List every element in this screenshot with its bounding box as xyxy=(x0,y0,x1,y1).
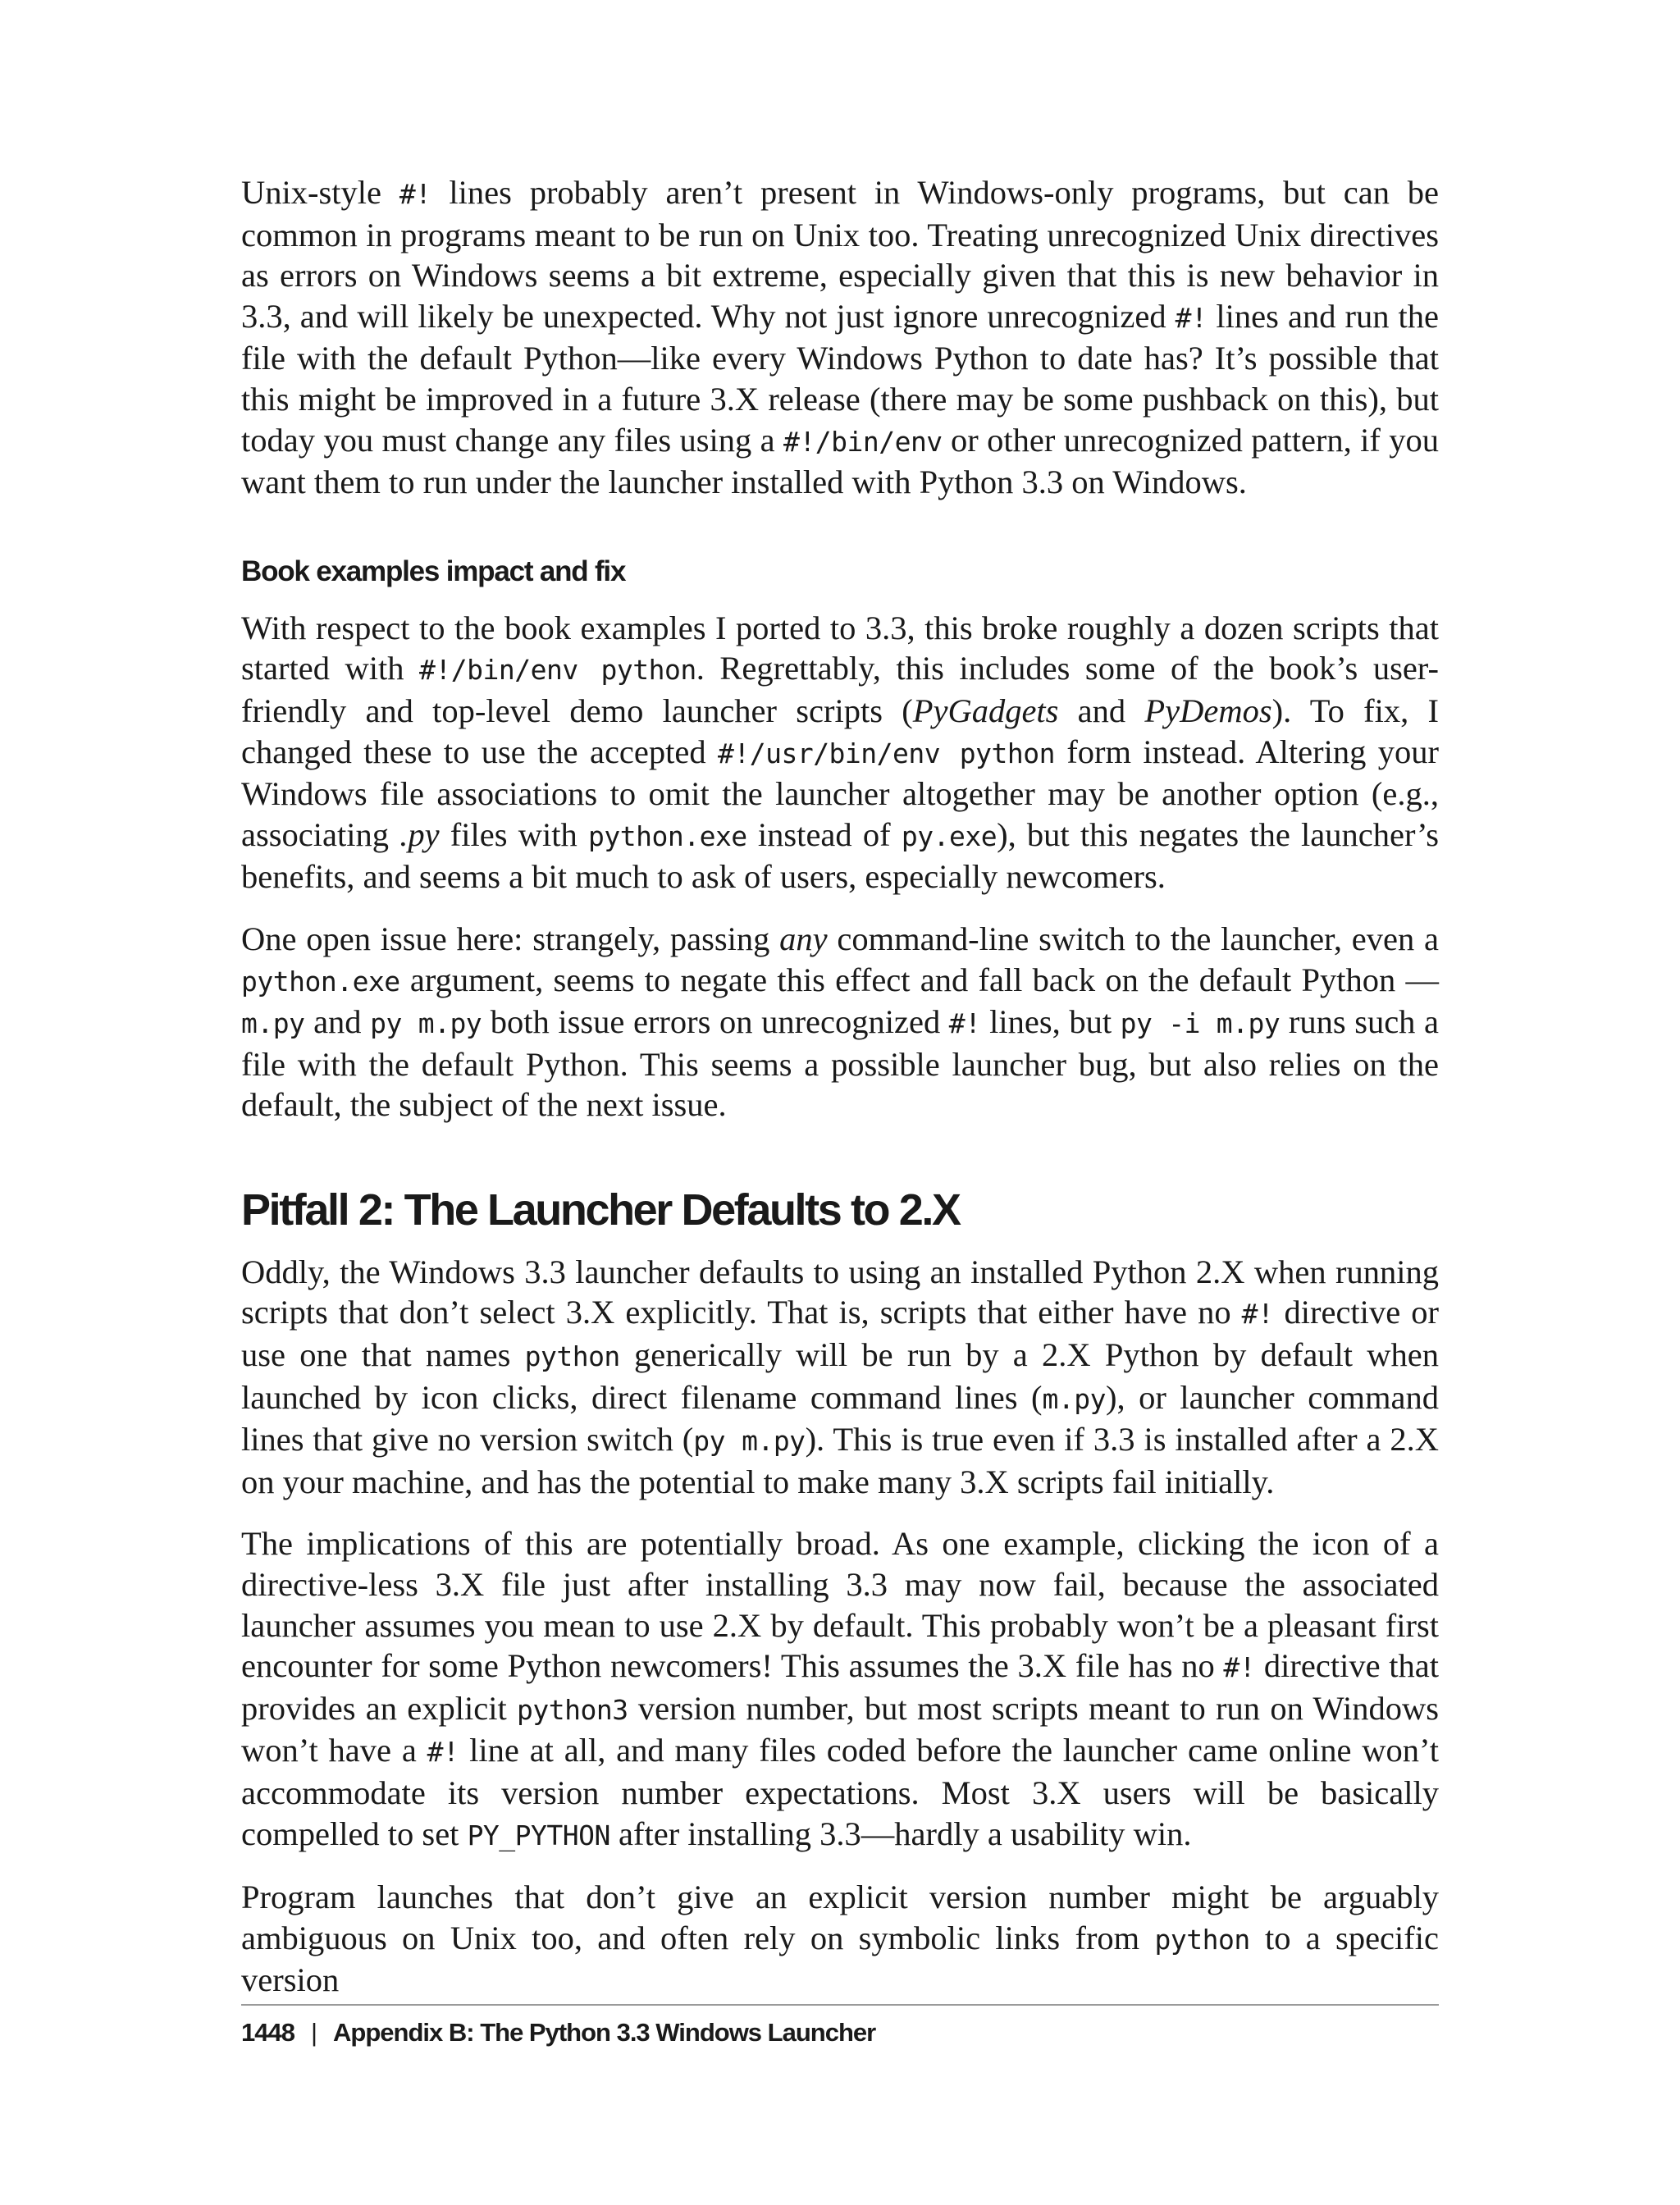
text-run: lines probably aren’t present in Windows-only programs, but can be common in programs meant to be run on Unix too. Treating unrecognized Unix directives as errors on Windows seems a bit extreme, especially given that this is new behavior in 3.3, and will likely be unexpected. Why not just ignore unrecognized xyxy=(241,174,1440,335)
text-run: generically will be run by a 2.X Python by default when launched by icon clicks, direct filename command lines ( xyxy=(241,1336,1440,1416)
code-python: python xyxy=(1154,1923,1250,1956)
emphasis-pydemos: PyDemos xyxy=(1144,692,1272,729)
text-run: both issue errors on unrecognized xyxy=(482,1003,949,1041)
footer-divider xyxy=(241,2004,1439,2006)
page-footer xyxy=(241,2018,875,2048)
text-run: Oddly, the Windows 3.3 launcher defaults to using an installed Python 2.X when running scripts that don’t select 3.X explicitly. That is, scripts that either have no xyxy=(241,1253,1439,1331)
text-run: argument, seems to negate this effect and fall back on the default Python — xyxy=(399,961,1439,998)
code-usr-bin-env-python: #!/usr/bin/env python xyxy=(717,737,1055,769)
running-chapter-title: Appendix B: The Python 3.3 Windows Launcher xyxy=(333,2018,876,2047)
code-shebang: #! xyxy=(948,1007,981,1040)
text-run: . Regrettably, this includes some of the book’s user-friendly and top-level demo launcher scripts ( xyxy=(241,650,1439,729)
code-python-exe: python.exe xyxy=(241,965,400,998)
code-shebang: #! xyxy=(1175,301,1208,334)
code-shebang: #! xyxy=(399,178,431,210)
text-run: to a specific version xyxy=(241,1919,1439,1999)
text-run: directive or use one that names xyxy=(241,1294,1439,1374)
text-run: and xyxy=(1058,692,1145,729)
code-py-python: PY_PYTHON xyxy=(467,1819,610,1851)
paragraph-book-examples xyxy=(241,608,1439,897)
text-run: after installing 3.3—hardly a usability win. xyxy=(609,1815,1192,1852)
text-run: runs such a file with the default Python. This seems a possible launcher bug, but also relies on the default, the subject of the next issue. xyxy=(241,1003,1439,1124)
section-heading-pitfall-2: Pitfall 2: The Launcher Defaults to 2.X xyxy=(241,1185,960,1235)
emphasis-any: any xyxy=(779,920,828,957)
text-run: Unix-style xyxy=(241,174,399,211)
code-python-exe: python.exe xyxy=(588,819,747,852)
text-run: or other unrecognized pattern, if you want them to run under the launcher installed with Python 3.3 on Windows. xyxy=(241,421,1439,501)
footer-separator: | xyxy=(310,2018,317,2047)
text-run: ). This is true even if 3.3 is installed after a 2.X on your machine, and has the potential to make many 3.X scripts fail initially. xyxy=(241,1421,1439,1500)
code-py-exe: py.exe xyxy=(901,819,998,852)
text-run: ). To fix, I changed these to use the accepted xyxy=(241,692,1439,770)
section-heading-book-examples: Book examples impact and fix xyxy=(241,555,626,587)
text-run: version number, but most scripts meant to run on Windows won’t have a xyxy=(241,1689,1439,1769)
paragraph-implications xyxy=(241,1523,1439,1856)
paragraph-launcher-defaults xyxy=(241,1252,1439,1503)
text-run: lines and run the file with the default Python—like every Windows Python to date has? It’s possible that this might be improved in a future 3.X release (there may be some pushback on this), but today you must change any files using a xyxy=(241,297,1439,459)
emphasis-pygadgets: PyGadgets xyxy=(912,692,1059,729)
code-m-py: m.py xyxy=(1042,1382,1107,1415)
paragraph-unix-directives xyxy=(241,172,1439,503)
text-run: files with xyxy=(439,815,588,853)
text-run: Program launches that don’t give an explicit version number might be arguably ambiguous on Unix too, and often rely on symbolic links from xyxy=(241,1879,1439,1956)
text-run: ), or launcher command lines that give no version switch ( xyxy=(241,1378,1439,1459)
code-py-i-m-py: py -i m.py xyxy=(1120,1007,1281,1040)
text-run: instead of xyxy=(746,815,902,853)
code-shebang: #! xyxy=(1223,1651,1256,1684)
code-bin-env-python: #!/bin/env python xyxy=(419,654,696,687)
text-run: and xyxy=(304,1003,371,1041)
emphasis-py-extension: .py xyxy=(399,815,440,853)
code-py-m-py: py m.py xyxy=(370,1007,482,1040)
code-shebang: #! xyxy=(427,1736,459,1769)
text-run: form instead. Altering your Windows file associations to omit the launcher altogether may be another option (e.g., associating xyxy=(241,733,1439,853)
text-run: directive that provides an explicit xyxy=(241,1647,1439,1727)
text-run: The implications of this are potentially broad. As one example, clicking the icon of a directive-less 3.X file just after installing 3.3 may now fail, because the associated launcher assumes you mean to use 2.X by default. This probably won’t be a pleasant first encounter for some Python newcomers! This assumes the 3.X file has no xyxy=(241,1525,1439,1685)
text-run: One open issue here: strangely, passing xyxy=(241,920,780,957)
text-run: lines, but xyxy=(980,1003,1121,1041)
code-shebang: #! xyxy=(1241,1298,1274,1331)
paragraph-program-launches xyxy=(241,1877,1439,2001)
code-m-py: m.py xyxy=(241,1007,305,1040)
page-number: 1448 xyxy=(241,2018,294,2047)
text-run: line at all, and many files coded before the launcher came online won’t accommodate its version number expectations. Most 3.X users will be basically compelled to set xyxy=(241,1732,1440,1852)
text-run: ), but this negates the launcher’s benefits, and seems a bit much to ask of users, especially newcomers. xyxy=(241,815,1439,896)
paragraph-open-issue xyxy=(241,919,1439,1125)
page-body xyxy=(241,172,1439,2022)
code-py-m-py: py m.py xyxy=(693,1425,806,1458)
text-run: command-line switch to the launcher, even a xyxy=(827,920,1439,957)
text-run: With respect to the book examples I ported to 3.3, this broke roughly a dozen scripts that started with xyxy=(241,609,1439,687)
code-python: python xyxy=(524,1340,620,1373)
code-python3: python3 xyxy=(517,1693,628,1726)
code-bin-env: #!/bin/env xyxy=(783,425,943,458)
